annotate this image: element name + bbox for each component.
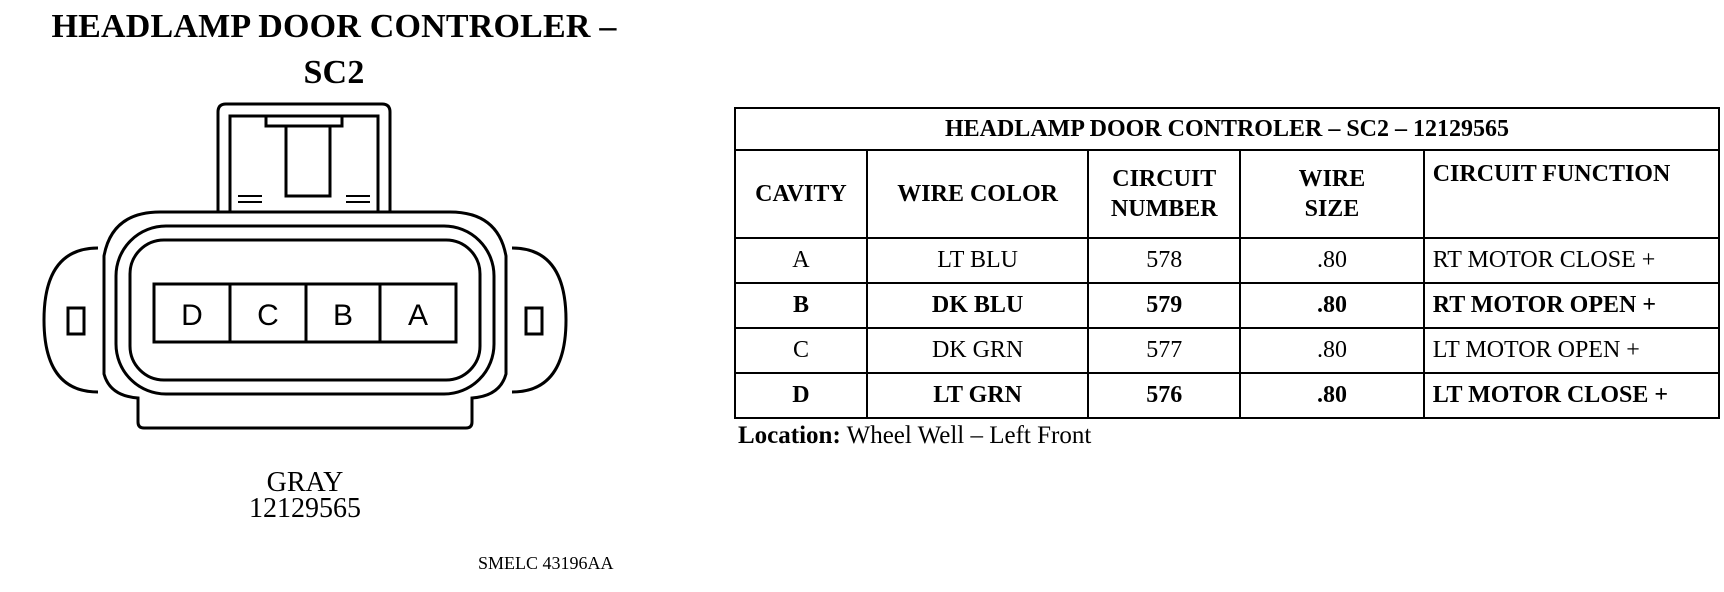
header-circuit-number-line1: CIRCUIT xyxy=(1112,166,1217,192)
cavity-label-a: A xyxy=(407,299,429,332)
header-circuit-number xyxy=(1088,150,1240,238)
cell-cavity: B xyxy=(735,283,867,328)
header-circuit-number-line2: NUMBER xyxy=(1110,196,1218,222)
title-line-1: HEADLAMP DOOR CONTROLER – xyxy=(51,8,617,45)
cavity-label-d: D xyxy=(181,299,203,332)
table-row xyxy=(735,283,1719,328)
diagram-title xyxy=(4,4,664,96)
cell-circuit-function: RT MOTOR OPEN + xyxy=(1424,283,1719,328)
cell-wire-size: .80 xyxy=(1240,328,1424,373)
cavity-label-c: C xyxy=(257,299,279,332)
latch-stem xyxy=(286,126,330,196)
header-cavity: CAVITY xyxy=(735,150,867,238)
connector-part-number: 12129565 xyxy=(249,493,361,524)
cell-wire-color: DK GRN xyxy=(867,328,1088,373)
right-wing xyxy=(512,248,566,392)
cell-wire-color: LT BLU xyxy=(867,238,1088,283)
location-label: Location: xyxy=(738,422,841,449)
table-caption: HEADLAMP DOOR CONTROLER – SC2 – 12129565 xyxy=(735,108,1719,150)
cell-cavity: A xyxy=(735,238,867,283)
cell-cavity: C xyxy=(735,328,867,373)
location-value: Wheel Well – Left Front xyxy=(846,422,1092,449)
connector-color: GRAY xyxy=(266,467,344,498)
cell-wire-size: .80 xyxy=(1240,373,1424,418)
cavity-label-b: B xyxy=(332,299,354,332)
latch-frame xyxy=(230,116,378,212)
figure-id: SMELC 43196AA xyxy=(478,553,614,573)
cell-circuit-number: 578 xyxy=(1088,238,1240,283)
cell-circuit-function: LT MOTOR CLOSE + xyxy=(1424,373,1719,418)
table-row xyxy=(735,373,1719,418)
right-tab xyxy=(526,308,542,334)
cell-wire-size: .80 xyxy=(1240,238,1424,283)
header-wire-size-line1: WIRE xyxy=(1298,166,1366,192)
connector-caption xyxy=(180,467,430,524)
cell-circuit-function: RT MOTOR CLOSE + xyxy=(1424,238,1719,283)
left-wing xyxy=(44,248,98,392)
table-caption-row xyxy=(735,108,1719,150)
pinout-table xyxy=(734,107,1720,419)
header-circuit-function: CIRCUIT FUNCTION xyxy=(1424,150,1719,238)
table-row xyxy=(735,238,1719,283)
cell-wire-color: LT GRN xyxy=(867,373,1088,418)
cell-circuit-number: 576 xyxy=(1088,373,1240,418)
cell-wire-size: .80 xyxy=(1240,283,1424,328)
title-line-2: SC2 xyxy=(303,54,365,91)
left-tab xyxy=(68,308,84,334)
table-row xyxy=(735,328,1719,373)
cell-cavity: D xyxy=(735,373,867,418)
header-wire-size-line2: SIZE xyxy=(1304,196,1360,222)
table-header-row xyxy=(735,150,1719,238)
header-wire-size xyxy=(1240,150,1424,238)
connector-drawing xyxy=(40,100,570,430)
cell-circuit-function: LT MOTOR OPEN + xyxy=(1424,328,1719,373)
cell-circuit-number: 577 xyxy=(1088,328,1240,373)
location-line xyxy=(738,422,1091,450)
cell-wire-color: DK BLU xyxy=(867,283,1088,328)
header-wire-color: WIRE COLOR xyxy=(867,150,1088,238)
cell-circuit-number: 579 xyxy=(1088,283,1240,328)
